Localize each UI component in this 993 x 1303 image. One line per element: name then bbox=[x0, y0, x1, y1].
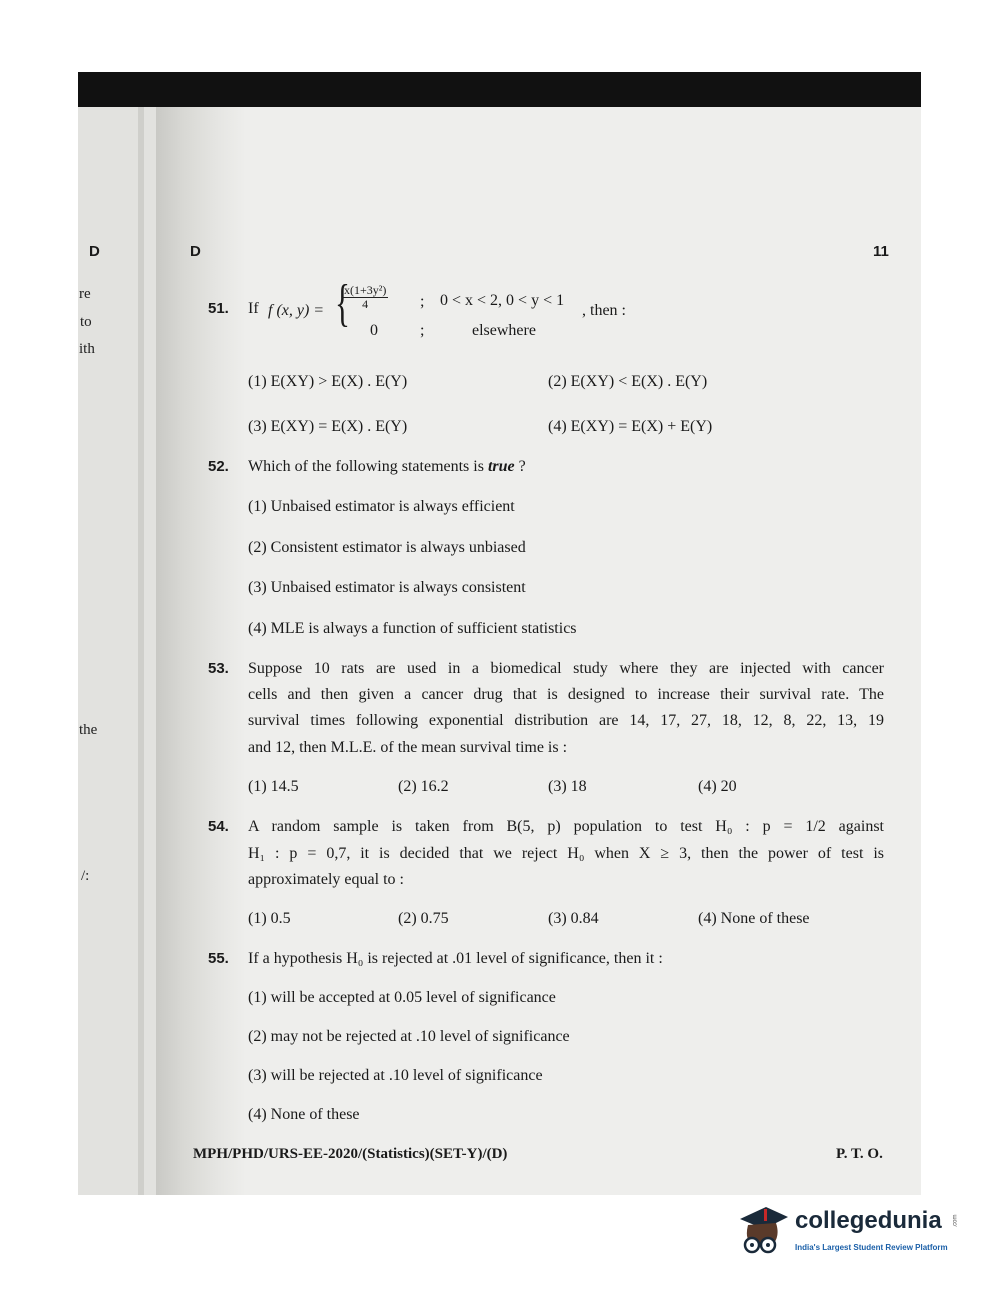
separator: ; bbox=[420, 293, 425, 310]
question-lead: If bbox=[248, 300, 259, 317]
option-1: (1) E(XY) > E(X) . E(Y) bbox=[248, 373, 408, 390]
question-tail: , then : bbox=[582, 302, 626, 319]
margin-fragment: re bbox=[79, 286, 91, 302]
question-line: survival times following exponential distribution are 14, 17, 27, 18, 12, 8, 22, 13, 19 bbox=[248, 712, 884, 729]
function-expression: f (x, y) = bbox=[268, 302, 325, 319]
emphasis-true: true bbox=[487, 458, 515, 475]
question-number: 52. bbox=[208, 458, 229, 475]
binding-gutter-shadow bbox=[156, 107, 246, 1195]
question-line: H₁ : p = 0,7, it is decided that we reject H₀ when X ≥ 3, then the power of test is bbox=[248, 845, 884, 862]
margin-fragment: the bbox=[79, 722, 98, 738]
option-4: (4) None of these bbox=[248, 1106, 360, 1123]
fraction-denominator: 4 bbox=[362, 297, 369, 312]
scan-top-bar bbox=[78, 72, 921, 107]
question-number: 55. bbox=[208, 950, 229, 967]
option-4: (4) 20 bbox=[698, 778, 737, 795]
page-number: 11 bbox=[873, 243, 889, 260]
option-3: (3) 18 bbox=[548, 778, 587, 795]
option-1: (1) will be accepted at 0.05 level of significance bbox=[248, 989, 556, 1006]
question-line: cells and then given a cancer drug that is designed to increase their survival rate. The bbox=[248, 686, 884, 703]
elsewhere-condition: elsewhere bbox=[472, 322, 536, 339]
density-fraction bbox=[342, 284, 388, 311]
option-1: (1) 0.5 bbox=[248, 910, 291, 927]
option-3: (3) Unbaised estimator is always consistent bbox=[248, 579, 526, 596]
set-letter: D bbox=[190, 243, 201, 260]
option-3: (3) E(XY) = E(X) . E(Y) bbox=[248, 418, 408, 435]
option-2: (2) Consistent estimator is always unbiased bbox=[248, 539, 526, 556]
piecewise-brace: { bbox=[334, 275, 350, 332]
binding-edge bbox=[138, 107, 144, 1195]
option-2: (2) may not be rejected at .10 level of significance bbox=[248, 1028, 570, 1045]
previous-page-strip bbox=[78, 107, 156, 1195]
collegedunia-dotcom: .com bbox=[952, 1214, 959, 1228]
question-text-a: Which of the following statements is bbox=[248, 458, 484, 475]
question-number: 51. bbox=[208, 300, 229, 317]
question-number: 53. bbox=[208, 660, 229, 677]
option-3: (3) will be rejected at .10 level of significance bbox=[248, 1067, 543, 1084]
collegedunia-wordmark: collegedunia bbox=[795, 1207, 942, 1234]
option-2: (2) 0.75 bbox=[398, 910, 449, 927]
option-3: (3) 0.84 bbox=[548, 910, 599, 927]
collegedunia-mascot-icon bbox=[736, 1201, 790, 1257]
option-2: (2) E(XY) < E(X) . E(Y) bbox=[548, 373, 708, 390]
margin-fragment: to bbox=[80, 314, 92, 330]
fraction-numerator: x(1+3y²) bbox=[344, 283, 387, 297]
collegedunia-tagline: India's Largest Student Review Platform bbox=[795, 1243, 948, 1252]
question-line: and 12, then M.L.E. of the mean survival time is : bbox=[248, 739, 568, 756]
option-1: (1) Unbaised estimator is always efficient bbox=[248, 498, 515, 515]
option-1: (1) 14.5 bbox=[248, 778, 299, 795]
question-line: A random sample is taken from B(5, p) population to test H₀ : p = 1/2 against bbox=[248, 818, 884, 835]
support-condition: 0 < x < 2, 0 < y < 1 bbox=[440, 292, 565, 309]
question-mark: ? bbox=[518, 458, 526, 475]
option-4: (4) None of these bbox=[698, 910, 810, 927]
separator: ; bbox=[420, 322, 425, 339]
paper-code: MPH/PHD/URS-EE-2020/(Statistics)(SET-Y)/(D) bbox=[193, 1146, 508, 1162]
please-turn-over: P. T. O. bbox=[836, 1146, 883, 1162]
margin-fragment: ith bbox=[79, 341, 95, 357]
zero-value: 0 bbox=[370, 322, 378, 339]
question-line: approximately equal to : bbox=[248, 871, 404, 888]
margin-fragment: /: bbox=[81, 868, 90, 884]
question-line: Suppose 10 rats are used in a biomedical study where they are injected with cancer bbox=[248, 660, 884, 677]
option-4: (4) MLE is always a function of sufficient statistics bbox=[248, 620, 577, 637]
question-number: 54. bbox=[208, 818, 229, 835]
question-text bbox=[248, 458, 526, 476]
option-4: (4) E(XY) = E(X) + E(Y) bbox=[548, 418, 713, 435]
option-2: (2) 16.2 bbox=[398, 778, 449, 795]
margin-fragment: D bbox=[89, 243, 100, 260]
question-text: If a hypothesis H₀ is rejected at .01 level of significance, then it : bbox=[248, 950, 663, 967]
